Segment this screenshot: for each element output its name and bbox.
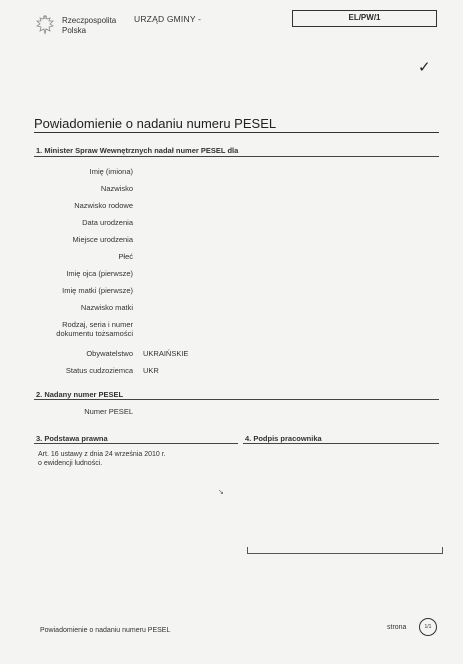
- footer-page-word: strona: [387, 624, 407, 631]
- field-label-birth-date: Data urodzenia: [82, 218, 133, 227]
- field-label-citizenship: Obywatelstwo: [86, 349, 133, 358]
- section-3-rule: [34, 443, 238, 444]
- section-4-heading: 4. Podpis pracownika: [245, 434, 322, 443]
- legal-basis-line-2: o ewidencji ludności.: [38, 460, 103, 467]
- field-label-mother-surname: Nazwisko matki: [80, 303, 133, 312]
- field-value-citizenship: UKRAIŃSKIE: [143, 349, 189, 358]
- country-line-2: Polska: [62, 26, 87, 35]
- field-label-mother-name: Imię matki (pierwsze): [62, 286, 133, 295]
- field-label-foreigner-status: Status cudzoziemca: [65, 366, 133, 375]
- title-underline: [34, 132, 439, 133]
- field-label-id-document-line-1: Rodzaj, seria i numer: [62, 320, 133, 329]
- office-name: URZĄD GMINY -: [134, 14, 202, 24]
- field-label-id-document: [0, 320, 133, 338]
- checkmark-icon: ✓: [418, 59, 431, 76]
- section-1-heading: 1. Minister Spraw Wewnętrznych nadał numer PESEL dla: [36, 146, 239, 155]
- field-label-surname: Nazwisko: [100, 184, 133, 193]
- signature-line-right-tick: [442, 547, 443, 554]
- field-label-father-name: Imię ojca (pierwsze): [66, 269, 133, 278]
- legal-basis-text: [38, 450, 166, 468]
- signature-line: [247, 553, 443, 554]
- section-4-rule: [243, 443, 439, 444]
- scan-speck: ↘: [218, 489, 224, 496]
- country-name: [62, 16, 116, 36]
- field-label-birth-place: Miejsce urodzenia: [72, 235, 133, 244]
- eagle-emblem-icon: [34, 13, 56, 37]
- footer-document-name: Powiadomienie o nadaniu numeru PESEL: [40, 627, 171, 634]
- field-label-pesel: Numer PESEL: [84, 407, 133, 416]
- reference-box: EL/PW/1: [292, 10, 437, 27]
- field-label-id-document-line-2: dokumentu tożsamości: [56, 329, 133, 338]
- section-3-heading: 3. Podstawa prawna: [36, 434, 108, 443]
- section-1-rule: [34, 156, 439, 157]
- field-label-family-name: Nazwisko rodowe: [74, 201, 133, 210]
- section-2-heading: 2. Nadany numer PESEL: [36, 390, 124, 399]
- page-number-badge: 1/1: [419, 618, 437, 636]
- field-label-first-name: Imię (imiona): [89, 167, 133, 176]
- field-value-foreigner-status: UKR: [143, 366, 159, 375]
- country-line-1: Rzeczpospolita: [62, 16, 117, 25]
- field-label-sex: Płeć: [118, 252, 133, 261]
- section-2-rule: [34, 399, 439, 400]
- legal-basis-line-1: Art. 16 ustawy z dnia 24 września 2010 r.: [38, 451, 166, 458]
- page-title: Powiadomienie o nadaniu numeru PESEL: [34, 116, 277, 131]
